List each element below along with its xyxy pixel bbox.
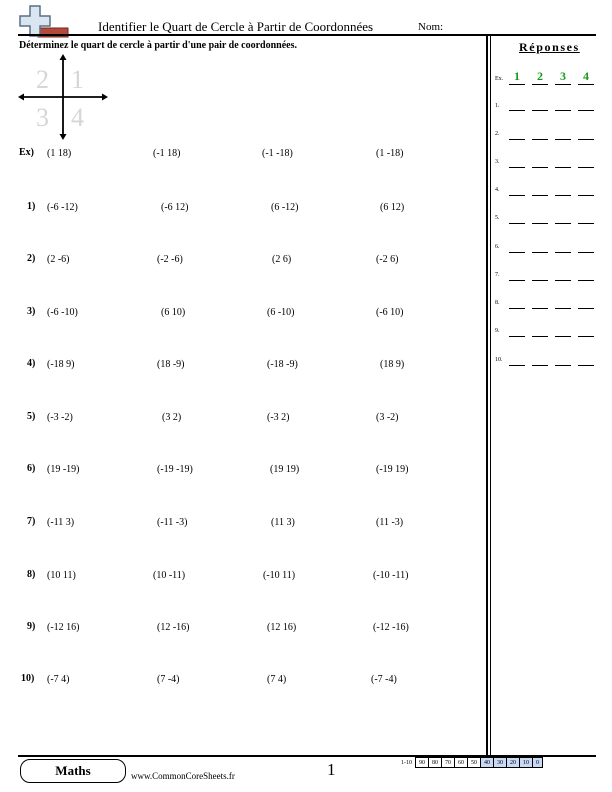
score-cell: 10 [520,758,533,768]
problem-number: 10) [21,673,35,684]
coordinate: (-6 12) [161,202,189,213]
answer-row-label: 1. [495,103,500,109]
coordinate: (-10 11) [263,570,296,581]
answer-column-divider [490,36,491,756]
coordinate: (-3 2) [267,412,290,423]
problem-number: 9) [27,621,36,632]
coordinate: (-1 18) [153,148,181,159]
answer-blank[interactable] [509,336,525,337]
score-cell: 60 [455,758,468,768]
answer-blank[interactable] [532,336,548,337]
answer-row-label: 3. [495,159,500,165]
coordinate: (19 -19) [47,464,80,475]
coordinate: (3 2) [162,412,182,423]
answer-blank[interactable] [532,308,548,309]
header-divider [18,34,596,36]
score-cell: 30 [494,758,507,768]
coordinate: (-10 -11) [373,570,409,581]
coordinate: (18 -9) [157,359,185,370]
coordinate: (-3 -2) [47,412,73,423]
answer-blank[interactable] [509,223,525,224]
coordinate: (-19 19) [376,464,409,475]
answer-blank[interactable] [555,280,571,281]
problem-number: 6) [27,463,36,474]
answer-blank[interactable] [578,252,594,253]
answer-blank[interactable] [509,167,525,168]
score-cell: 90 [416,758,429,768]
answer-blank[interactable] [578,84,594,85]
answer-blank[interactable] [532,223,548,224]
answer-blank[interactable] [578,223,594,224]
coordinate: (-7 -4) [371,674,397,685]
coordinate: (-12 16) [47,622,80,633]
arrow-left-icon [18,94,24,101]
score-table [398,757,543,768]
problem-number: 8) [27,569,36,580]
coordinate: (6 -10) [267,307,295,318]
problem-number: 3) [27,306,36,317]
answer-row-label: 5. [495,215,500,221]
coordinate: (-11 3) [47,517,75,528]
answer-blank[interactable] [532,365,548,366]
score-cell: 0 [533,758,543,768]
coordinate: (2 -6) [47,254,70,265]
answer-blank[interactable] [555,139,571,140]
answer-blank[interactable] [555,223,571,224]
problem-number: 4) [27,358,36,369]
coordinate: (-2 -6) [157,254,183,265]
page-number: 1 [327,760,336,779]
quadrant-label-1: 1 [71,65,84,94]
answer-blank[interactable] [555,308,571,309]
coordinate: (-7 4) [47,674,70,685]
logo-icon [18,4,73,38]
answer-row-label: 9. [495,328,500,334]
coordinate: (19 19) [270,464,300,475]
answer-blank[interactable] [509,110,525,111]
quadrant-label-3: 3 [36,103,49,132]
score-cell: 20 [507,758,520,768]
answer-blank[interactable] [578,167,594,168]
answer-row-label: 2. [495,131,500,137]
coordinate: (-6 -12) [47,202,78,213]
answer-blank[interactable] [555,252,571,253]
answer-blank[interactable] [532,280,548,281]
answer-column-divider [486,36,488,756]
problem-number: 7) [27,516,36,527]
example-answer: 4 [583,69,589,83]
answer-blank[interactable] [509,195,525,196]
answer-blank[interactable] [555,110,571,111]
coordinate: (7 -4) [157,674,180,685]
answer-row-label: 4. [495,187,500,193]
answer-blank[interactable] [555,365,571,366]
coordinate: (-18 9) [47,359,75,370]
answer-blank[interactable] [532,195,548,196]
coordinate: (-1 -18) [262,148,293,159]
problem-number: 1) [27,201,36,212]
answer-row-label: 7. [495,272,500,278]
answer-blank[interactable] [578,195,594,196]
answer-blank[interactable] [578,280,594,281]
coordinate: (11 3) [271,517,295,528]
coordinate: (7 4) [267,674,287,685]
answer-blank[interactable] [555,195,571,196]
score-cell: 70 [442,758,455,768]
answer-blank[interactable] [509,84,525,85]
coordinate: (6 12) [380,202,405,213]
answer-row-label: Ex. [495,76,504,82]
quadrant-diagram [16,50,110,144]
coordinate: (12 16) [267,622,297,633]
answers-title: Réponses [519,40,580,54]
coordinate: (18 9) [380,359,405,370]
coordinate: (6 -12) [271,202,299,213]
example-label: Ex) [19,147,34,158]
page-title: Identifier le Quart de Cercle à Partir de Coordonnées [98,19,374,34]
name-label: Nom: [418,21,444,33]
answer-blank[interactable] [578,139,594,140]
score-cell: 50 [468,758,481,768]
arrow-right-icon [102,94,108,101]
answer-row-label: 6. [495,244,500,250]
coordinate: (-6 -10) [47,307,78,318]
answer-row-label: 10. [495,357,503,363]
answer-blank[interactable] [532,167,548,168]
coordinate: (2 6) [272,254,292,265]
example-answer: 3 [560,69,566,83]
problem-number: 5) [27,411,36,422]
answer-blank[interactable] [555,167,571,168]
quadrant-label-2: 2 [36,65,49,94]
site-url: www.CommonCoreSheets.fr [131,771,235,781]
coordinate: (10 -11) [153,570,186,581]
answer-blank[interactable] [578,110,594,111]
score-cell: 40 [481,758,494,768]
coordinate: (10 11) [47,570,76,581]
instructions: Déterminez le quart de cercle à partir d'une pair de coordonnées. [19,40,298,51]
coordinate: (12 -16) [157,622,190,633]
coordinate: (-19 -19) [157,464,193,475]
answer-blank[interactable] [509,308,525,309]
coordinate: (1 -18) [376,148,404,159]
coordinate: (-2 6) [376,254,399,265]
answer-blank[interactable] [532,252,548,253]
answer-blank[interactable] [578,365,594,366]
answer-blank[interactable] [509,139,525,140]
arrow-up-icon [60,54,67,60]
example-answer: 1 [514,69,520,83]
score-range-label: 1-10 [401,759,412,766]
coordinate: (-18 -9) [267,359,298,370]
problem-number: 2) [27,253,36,264]
answer-blank[interactable] [509,365,525,366]
answer-row-label: 8. [495,300,500,306]
answer-blank[interactable] [532,84,548,85]
coordinate: (3 -2) [376,412,399,423]
answer-blank[interactable] [578,308,594,309]
coordinate: (-11 -3) [157,517,188,528]
coordinate: (-6 10) [376,307,404,318]
answer-blank[interactable] [532,110,548,111]
quadrant-label-4: 4 [71,103,84,132]
arrow-down-icon [60,134,67,140]
example-answer: 2 [537,69,543,83]
answer-blank[interactable] [509,280,525,281]
coordinate: (-12 -16) [373,622,409,633]
answer-blank[interactable] [555,336,571,337]
answer-blank[interactable] [555,84,571,85]
coordinate: (11 -3) [376,517,404,528]
answer-blank[interactable] [532,139,548,140]
score-cell: 80 [429,758,442,768]
answer-blank[interactable] [509,252,525,253]
coordinate: (1 18) [47,148,72,159]
answer-blank[interactable] [578,336,594,337]
subject-badge: Maths [20,759,126,783]
coordinate: (6 10) [161,307,186,318]
